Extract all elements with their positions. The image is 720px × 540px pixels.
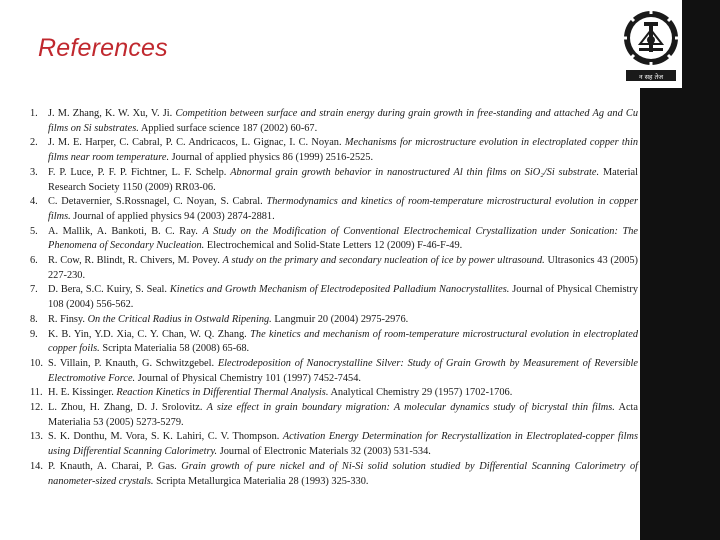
reference-title: Activation Energy Determination for Recrystallization in Electroplated-copper films using Differential Scanning Calorimetry. (48, 431, 639, 458)
reference-authors: F. P. Luce, P. F. P. Fichtner, L. F. Schelp. (48, 166, 227, 178)
institute-emblem-icon (620, 0, 682, 88)
reference-source: Journal of applied physics 94 (2003) 2874-2881. (73, 210, 275, 222)
reference-source: Electrochemical and Solid-State Letters 12 (2009) F-46-F-49. (206, 240, 463, 252)
reference-list (30, 107, 638, 489)
reference-authors: H. E. Kissinger. (48, 387, 114, 399)
reference-item (30, 386, 638, 401)
reference-item (30, 136, 638, 165)
reference-title: Electrodeposition of Nanocrystalline Silver: Study of Grain Growth by Measurement of Reversible Electromotive Force. (48, 357, 638, 384)
reference-title: A study on the primary and secondary nucleation of ice by power ultrasound. (222, 255, 545, 267)
reference-authors: P. Knauth, A. Charai, P. Gas. (48, 460, 177, 472)
reference-authors: L. Zhou, H. Zhang, D. J. Srolovitz. (48, 402, 203, 414)
reference-item (30, 166, 638, 195)
reference-title: On the Critical Radius in Ostwald Ripening. (87, 313, 272, 325)
reference-authors: S. K. Donthu, M. Vora, S. K. Lahiri, C. V. Thompson. (48, 431, 280, 443)
reference-item (30, 195, 638, 224)
reference-number: 5. (30, 225, 38, 237)
reference-authors: D. Bera, S.C. Kuiry, S. Seal. (48, 284, 168, 296)
reference-item (30, 225, 638, 254)
reference-authors: J. M. E. Harper, C. Cabral, P. C. Andricacos, L. Gignac, I. C. Noyan. (48, 137, 342, 149)
reference-number: 2. (30, 137, 38, 149)
reference-source: Scripta Metallurgica Materialia 28 (1993) 325-330. (156, 475, 369, 487)
reference-source: Scripta Materialia 58 (2008) 65-68. (102, 343, 250, 355)
reference-source: Analytical Chemistry 29 (1957) 1702-1706. (330, 387, 513, 399)
reference-number: 4. (30, 196, 38, 208)
reference-item (30, 328, 638, 357)
reference-title: Mechanisms for microstructure evolution in electroplated copper thin films near room temperature. (48, 137, 639, 164)
reference-authors: R. Finsy. (48, 313, 85, 325)
reference-number: 1. (30, 108, 38, 119)
reference-source: Journal of Electronic Materials 32 (2003) 531-534. (219, 446, 431, 458)
reference-number: 10. (30, 357, 43, 369)
reference-title: Competition between surface and strain energy during grain growth in free-standing and attached Ag and Cu films on Si substrates. (48, 108, 639, 134)
reference-source: Applied surface science 187 (2002) 60-67. (140, 122, 318, 134)
reference-title: Reaction Kinetics in Differential Thermal Analysis. (116, 387, 329, 399)
reference-item (30, 430, 638, 459)
reference-title: Grain growth of pure nickel and of Ni-Si solid solution studied by Differential Scanning Calorimetry of nanometer-sized crystals. (48, 460, 638, 487)
reference-title: The kinetics and mechanism of room-temperature microstructural evolution in electroplated copper foils. (48, 328, 638, 355)
reference-number: 7. (30, 284, 38, 296)
reference-authors: R. Cow, R. Blindt, R. Chivers, M. Povey. (48, 255, 220, 267)
reference-number: 14. (30, 460, 43, 472)
emblem-motto: न सह तेज (638, 73, 664, 81)
reference-number: 9. (30, 328, 38, 340)
reference-number: 3. (30, 166, 38, 178)
reference-authors: K. B. Yin, Y.D. Xia, C. Y. Chan, W. Q. Zhang. (48, 328, 247, 340)
reference-source: Acta Materialia 53 (2005) 5273-5279. (48, 402, 638, 428)
reference-number: 11. (30, 387, 43, 399)
slide-title: References (38, 34, 168, 62)
reference-number: 6. (30, 255, 38, 267)
reference-item (30, 357, 638, 386)
reference-authors: S. Villain, P. Knauth, G. Schwitzgebel. (48, 357, 215, 369)
reference-item (30, 313, 638, 328)
reference-title: Abnormal grain growth behavior in nanostructured Al thin films on SiO₂/Si substrate. (230, 166, 600, 178)
reference-title: A Study on the Modification of Conventional Electrochemical Crystallization under Sonication: The Phenomena of Secondary Nucleation. (48, 225, 638, 252)
reference-source: Journal of Physical Chemistry 108 (2004) 556-562. (48, 284, 639, 311)
reference-number: 13. (30, 431, 43, 443)
reference-number: 8. (30, 313, 38, 325)
reference-source: Journal of applied physics 86 (1999) 2516-2525. (171, 152, 374, 164)
reference-title: Thermodynamics and kinetics of room-temperature microstructural evolution in copper films. (48, 196, 638, 222)
reference-title: A size effect in grain boundary migration: A molecular dynamics study of bicrystal thin films. (206, 402, 615, 414)
reference-item (30, 401, 638, 430)
reference-number: 12. (30, 402, 43, 414)
reference-title: Kinetics and Growth Mechanism of Electrodeposited Palladium Nanocrystallites. (169, 284, 510, 296)
reference-source: Journal of Physical Chemistry 101 (1997) 7452-7454. (137, 372, 361, 384)
reference-item (30, 283, 638, 312)
reference-item (30, 460, 638, 489)
reference-authors: C. Detavernier, S.Rossnagel, C. Noyan, S. Cabral. (48, 196, 263, 208)
reference-item (30, 254, 638, 283)
reference-source: Langmuir 20 (2004) 2975-2976. (274, 313, 409, 325)
reference-source: Ultrasonics 43 (2005) 227-230. (48, 255, 638, 281)
reference-item (30, 107, 638, 136)
reference-source: Material Research Society 1150 (2009) RR03-06. (48, 166, 638, 193)
reference-authors: A. Mallik, A. Bankoti, B. C. Ray. (48, 225, 198, 237)
reference-authors: J. M. Zhang, K. W. Xu, V. Ji. (48, 108, 173, 119)
